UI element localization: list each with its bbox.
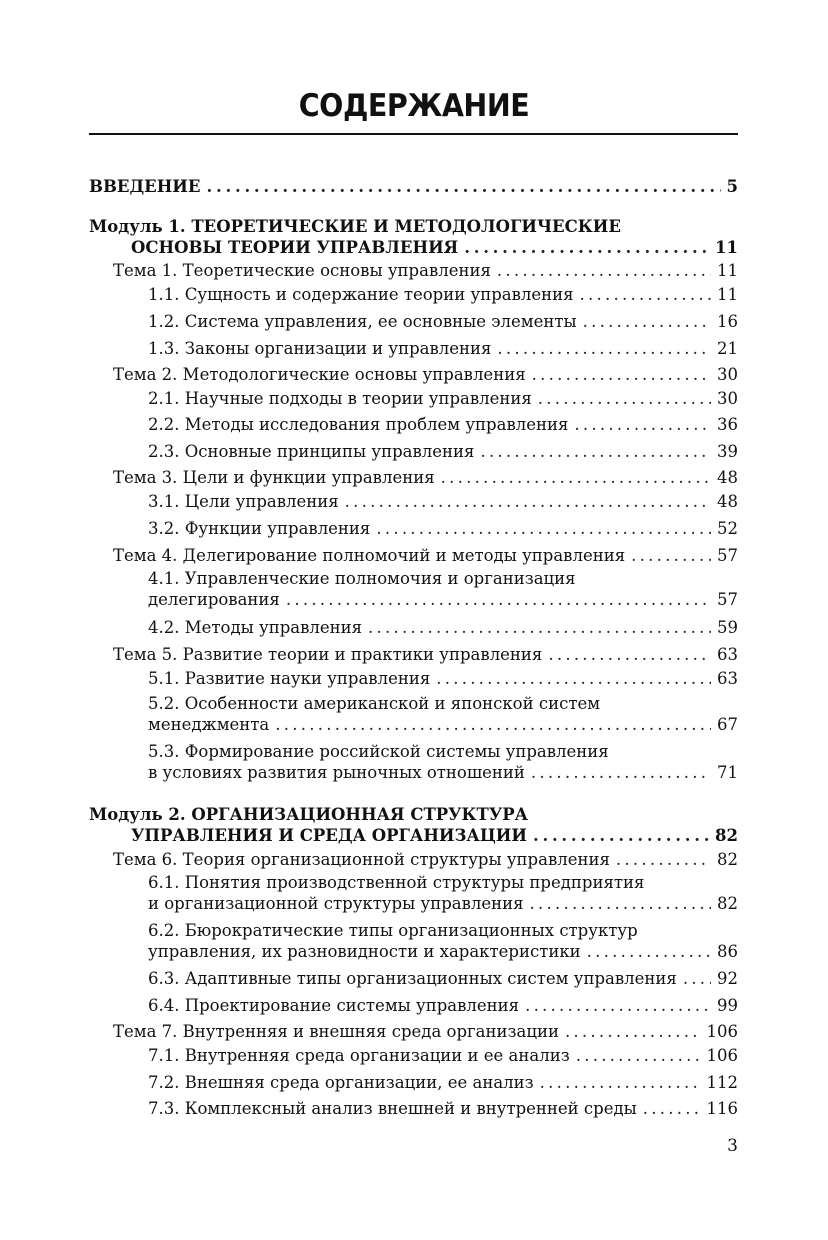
toc-entry-section-6-4[interactable] <box>148 995 738 1016</box>
toc-entry-section-3-2[interactable] <box>148 518 738 539</box>
toc-entry-section-5-3[interactable] <box>148 762 738 783</box>
toc-page-number: 11 <box>717 261 738 280</box>
toc-page-number: 71 <box>717 763 738 782</box>
dot-leader <box>376 518 711 539</box>
toc-page-number: 36 <box>717 415 738 434</box>
dot-leader <box>436 668 711 689</box>
toc-page-number: 11 <box>715 238 738 257</box>
toc-entry-intro[interactable] <box>89 176 738 197</box>
toc-page-number: 67 <box>717 715 738 734</box>
toc-entry-topic-7[interactable] <box>113 1021 738 1042</box>
toc-entry-topic-5[interactable] <box>113 644 738 665</box>
toc-entry-label: 7.1. Внутренняя среда организации и ее анализ <box>148 1046 570 1065</box>
toc-entry-label: Тема 6. Теория организационной структуры управления <box>113 850 610 869</box>
dot-leader <box>497 260 711 281</box>
toc-page-number: 57 <box>717 546 738 565</box>
dot-leader <box>533 825 709 846</box>
toc-entry-label: менеджмента <box>148 715 270 734</box>
toc-entry-topic-6[interactable] <box>113 849 738 870</box>
toc-page-number: 63 <box>717 645 738 664</box>
toc-entry-section-6-2-line1: 6.2. Бюрократические типы организационных структур <box>148 921 638 940</box>
toc-entry-label: Тема 5. Развитие теории и практики управления <box>113 645 543 664</box>
toc-entry-section-1-3[interactable] <box>148 338 738 359</box>
toc-entry-label: 1.3. Законы организации и управления <box>148 339 492 358</box>
toc-page-number: 82 <box>717 850 738 869</box>
toc-page-number: 106 <box>706 1046 738 1065</box>
dot-leader <box>480 441 711 462</box>
toc-entry-module2[interactable] <box>131 825 738 846</box>
toc-entry-label: 4.2. Методы управления <box>148 618 363 637</box>
toc-page-number: 5 <box>726 177 738 196</box>
toc-entry-label: ОСНОВЫ ТЕОРИИ УПРАВЛЕНИЯ <box>131 238 459 257</box>
toc-entry-label: Тема 7. Внутренняя и внешняя среда организации <box>113 1022 559 1041</box>
dot-leader <box>643 1098 701 1119</box>
toc-entry-label: Тема 2. Методологические основы управления <box>113 365 526 384</box>
toc-entry-label: 2.2. Методы исследования проблем управления <box>148 415 569 434</box>
dot-leader <box>368 617 711 638</box>
dot-leader <box>540 1072 701 1093</box>
toc-entry-label: делегирования <box>148 590 280 609</box>
dot-leader <box>548 644 711 665</box>
toc-page-number: 11 <box>717 285 738 304</box>
dot-leader <box>565 1021 701 1042</box>
toc-entry-section-5-2-line1: 5.2. Особенности американской и японской систем <box>148 694 601 713</box>
toc-page-number: 59 <box>717 618 738 637</box>
toc-entry-label: 1.1. Сущность и содержание теории управления <box>148 285 574 304</box>
module2-heading-line1: Модуль 2. ОРГАНИЗАЦИОННАЯ СТРУКТУРА <box>89 805 529 824</box>
toc-entry-label: ВВЕДЕНИЕ <box>89 177 201 196</box>
toc-entry-label: 5.1. Развитие науки управления <box>148 669 431 688</box>
toc-entry-label: 6.4. Проектирование системы управления <box>148 996 520 1015</box>
toc-entry-label: и организационной структуры управления <box>148 894 524 913</box>
toc-entry-topic-2[interactable] <box>113 364 738 385</box>
toc-entry-section-7-3[interactable] <box>148 1098 738 1119</box>
dot-leader <box>525 995 711 1016</box>
toc-entry-label: в условиях развития рыночных отношений <box>148 763 525 782</box>
toc-entry-section-2-2[interactable] <box>148 414 738 435</box>
toc-page-number: 48 <box>717 492 738 511</box>
toc-entry-label: 7.2. Внешняя среда организации, ее анализ <box>148 1073 534 1092</box>
title-rule <box>89 133 738 135</box>
toc-entry-topic-4[interactable] <box>113 545 738 566</box>
dot-leader <box>206 176 720 197</box>
toc-entry-section-1-2[interactable] <box>148 311 738 332</box>
dot-leader <box>583 311 711 332</box>
toc-page-number: 82 <box>715 826 738 845</box>
toc-entry-section-6-2[interactable] <box>148 941 738 962</box>
toc-entry-label: 3.2. Функции управления <box>148 519 371 538</box>
toc-page-number: 92 <box>717 969 738 988</box>
dot-leader <box>580 284 711 305</box>
toc-entry-section-6-3[interactable] <box>148 968 738 989</box>
toc-entry-section-5-1[interactable] <box>148 668 738 689</box>
toc-entry-label: 6.3. Адаптивные типы организационных систем управления <box>148 969 677 988</box>
toc-page-number: 86 <box>717 942 738 961</box>
dot-leader <box>531 762 711 783</box>
dot-leader <box>532 364 711 385</box>
toc-entry-section-4-1-line1: 4.1. Управленческие полномочия и организация <box>148 569 576 588</box>
toc-entry-section-6-1[interactable] <box>148 893 738 914</box>
toc-entry-module1[interactable] <box>131 237 738 258</box>
dot-leader <box>345 491 711 512</box>
toc-page-number: 30 <box>717 365 738 384</box>
toc-page-number: 57 <box>717 590 738 609</box>
toc-entry-section-5-3-line1: 5.3. Формирование российской системы управления <box>148 742 609 761</box>
toc-entry-topic-3[interactable] <box>113 467 738 488</box>
toc-page-number: 99 <box>717 996 738 1015</box>
toc-entry-label: управления, их разновидности и характеристики <box>148 942 581 961</box>
dot-leader <box>538 388 711 409</box>
toc-entry-label: 2.1. Научные подходы в теории управления <box>148 389 532 408</box>
toc-page-number: 63 <box>717 669 738 688</box>
dot-leader <box>574 414 711 435</box>
page-number: 3 <box>727 1136 738 1156</box>
toc-entry-label: Тема 4. Делегирование полномочий и методы управления <box>113 546 626 565</box>
toc-entry-section-7-1[interactable] <box>148 1045 738 1066</box>
toc-entry-label: Тема 3. Цели и функции управления <box>113 468 435 487</box>
dot-leader <box>497 338 711 359</box>
toc-entry-section-1-1[interactable] <box>148 284 738 305</box>
dot-leader <box>286 589 711 610</box>
toc-entry-label: 2.3. Основные принципы управления <box>148 442 475 461</box>
toc-page-number: 116 <box>706 1099 738 1118</box>
toc-page-number: 112 <box>706 1073 738 1092</box>
toc-entry-section-3-1[interactable] <box>148 491 738 512</box>
toc-page-number: 82 <box>717 894 738 913</box>
dot-leader <box>441 467 711 488</box>
toc-entry-topic-1[interactable] <box>113 260 738 281</box>
toc-entry-label: 3.1. Цели управления <box>148 492 339 511</box>
toc-page-number: 30 <box>717 389 738 408</box>
dot-leader <box>683 968 711 989</box>
toc-entry-label: 1.2. Система управления, ее основные элементы <box>148 312 577 331</box>
dot-leader <box>631 545 711 566</box>
toc-entry-label: 7.3. Комплексный анализ внешней и внутренней среды <box>148 1099 637 1118</box>
toc-page-number: 16 <box>717 312 738 331</box>
toc-page-number: 106 <box>706 1022 738 1041</box>
toc-entry-section-2-3[interactable] <box>148 441 738 462</box>
toc-entry-section-4-1[interactable] <box>148 589 738 610</box>
dot-leader <box>464 237 709 258</box>
toc-page-number: 21 <box>717 339 738 358</box>
dot-leader <box>275 714 711 735</box>
toc-entry-section-4-2[interactable] <box>148 617 738 638</box>
toc-entry-section-2-1[interactable] <box>148 388 738 409</box>
dot-leader <box>576 1045 701 1066</box>
dot-leader <box>616 849 711 870</box>
page-title: СОДЕРЖАНИЕ <box>298 88 530 124</box>
toc-entry-section-6-1-line1: 6.1. Понятия производственной структуры предприятия <box>148 873 645 892</box>
toc-entry-label: УПРАВЛЕНИЯ И СРЕДА ОРГАНИЗАЦИИ <box>131 826 527 845</box>
toc-page-number: 52 <box>717 519 738 538</box>
toc-entry-label: Тема 1. Теоретические основы управления <box>113 261 491 280</box>
module1-heading-line1: Модуль 1. ТЕОРЕТИЧЕСКИЕ И МЕТОДОЛОГИЧЕСКИЕ <box>89 217 621 236</box>
toc-page-number: 39 <box>717 442 738 461</box>
toc-entry-section-7-2[interactable] <box>148 1072 738 1093</box>
dot-leader <box>530 893 711 914</box>
toc-entry-section-5-2[interactable] <box>148 714 738 735</box>
dot-leader <box>587 941 711 962</box>
toc-page-number: 48 <box>717 468 738 487</box>
